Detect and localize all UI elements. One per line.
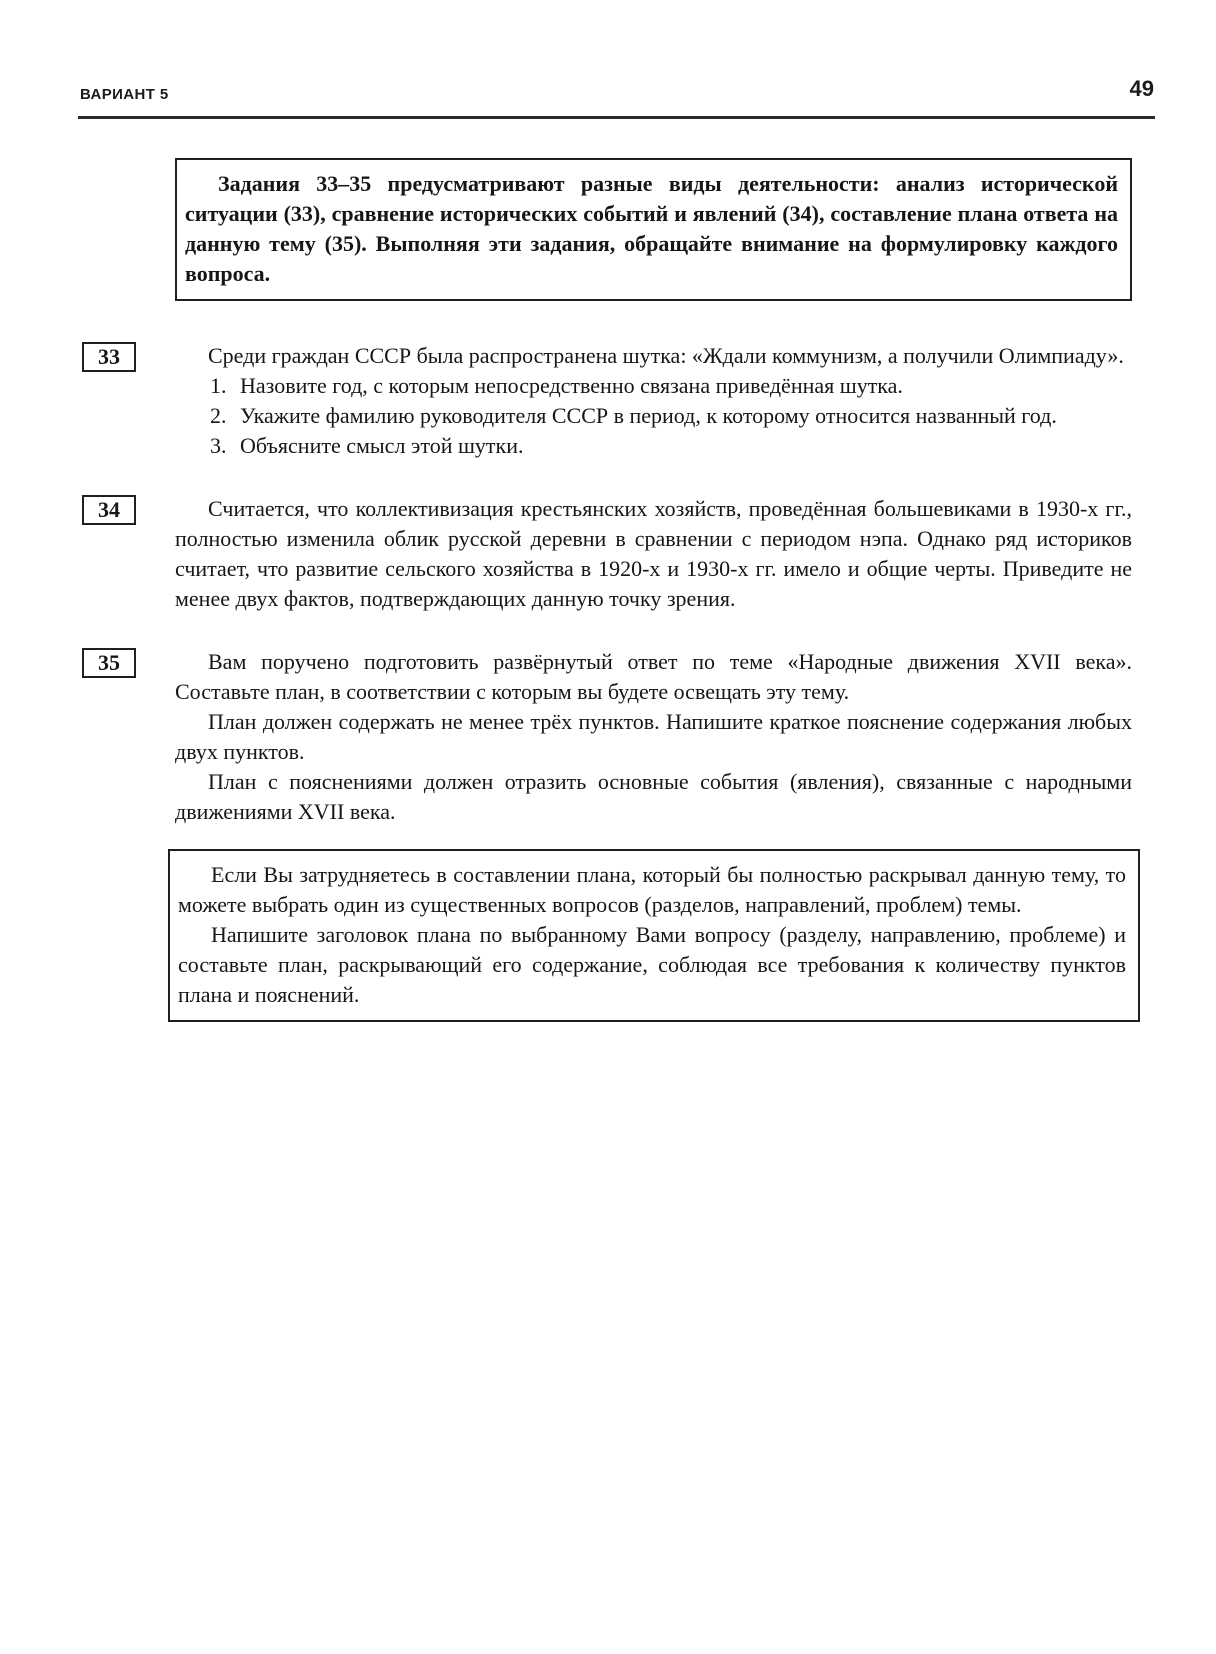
variant-label: ВАРИАНТ 5 (80, 86, 169, 103)
task-33-number-box: 33 (82, 342, 136, 372)
question-3-marker: 3. (210, 433, 227, 458)
content-column (98, 158, 1132, 1022)
task-33-question-3 (175, 431, 1132, 461)
instruction-box-bottom (168, 849, 1140, 1022)
task-33-intro: Среди граждан СССР была распространена шутка: «Ждали коммунизм, а получили Олимпиаду». (208, 343, 1124, 368)
task-34-number-box: 34 (82, 495, 136, 525)
task-35 (98, 647, 1132, 827)
question-2-marker: 2. (210, 403, 227, 428)
bottom-notice-paragraph-2: Напишите заголовок плана по выбранному Вами вопросу (разделу, направлению, проблеме) и составьте план, раскрывающий его содержание, соблюдая все требования к количеству пунктов плана и пояснений. (178, 922, 1126, 1007)
task-34-text: Считается, что коллективизация крестьянских хозяйств, проведённая большевиками в 1930-х гг., полностью изменила облик русской деревни в сравнении с периодом нэпа. Однако ряд историков считает, что развитие сельского хозяйства в 1920-х и 1930-х гг. имело и общие черты. Приведите не менее двух фактов, подтверждающих данную точку зрения. (175, 496, 1132, 611)
task-35-paragraph-1: Вам поручено подготовить развёрнутый ответ по теме «Народные движения XVII века». Составьте план, в соответствии с которым вы будете освещать эту тему. (175, 649, 1132, 704)
task-33-question-list (175, 371, 1132, 461)
question-1-marker: 1. (210, 373, 227, 398)
instruction-text: Задания 33–35 предусматривают разные виды деятельности: анализ исторической ситуации (33), сравнение исторических событий и явлений (34), составление плана ответа на данную тему (35). Выполняя эти задания, обращайте внимание на формулировку каждого вопроса. (185, 171, 1118, 286)
task-35-paragraph-3: План с пояснениями должен отразить основные события (явления), связанные с народными движениями XVII века. (175, 769, 1132, 824)
task-33-question-1 (175, 371, 1132, 401)
task-35-paragraph-2: План должен содержать не менее трёх пунктов. Напишите краткое пояснение содержания любых двух пунктов. (175, 709, 1132, 764)
instruction-box-top (175, 158, 1132, 301)
task-33-question-2 (175, 401, 1132, 431)
question-3-text: Объясните смысл этой шутки. (240, 433, 524, 458)
task-35-number-box: 35 (82, 648, 136, 678)
page-number: 49 (1129, 76, 1154, 101)
task-34 (98, 494, 1132, 614)
question-2-text: Укажите фамилию руководителя СССР в период, к которому относится названный год. (240, 403, 1057, 428)
header-divider (78, 116, 1155, 119)
task-33 (98, 341, 1132, 461)
question-1-text: Назовите год, с которым непосредственно связана приведённая шутка. (240, 373, 903, 398)
bottom-notice-paragraph-1: Если Вы затрудняетесь в составлении плана, который бы полностью раскрывал данную тему, то можете выбрать один из существенных вопросов (разделов, направлений, проблем) темы. (178, 862, 1126, 917)
